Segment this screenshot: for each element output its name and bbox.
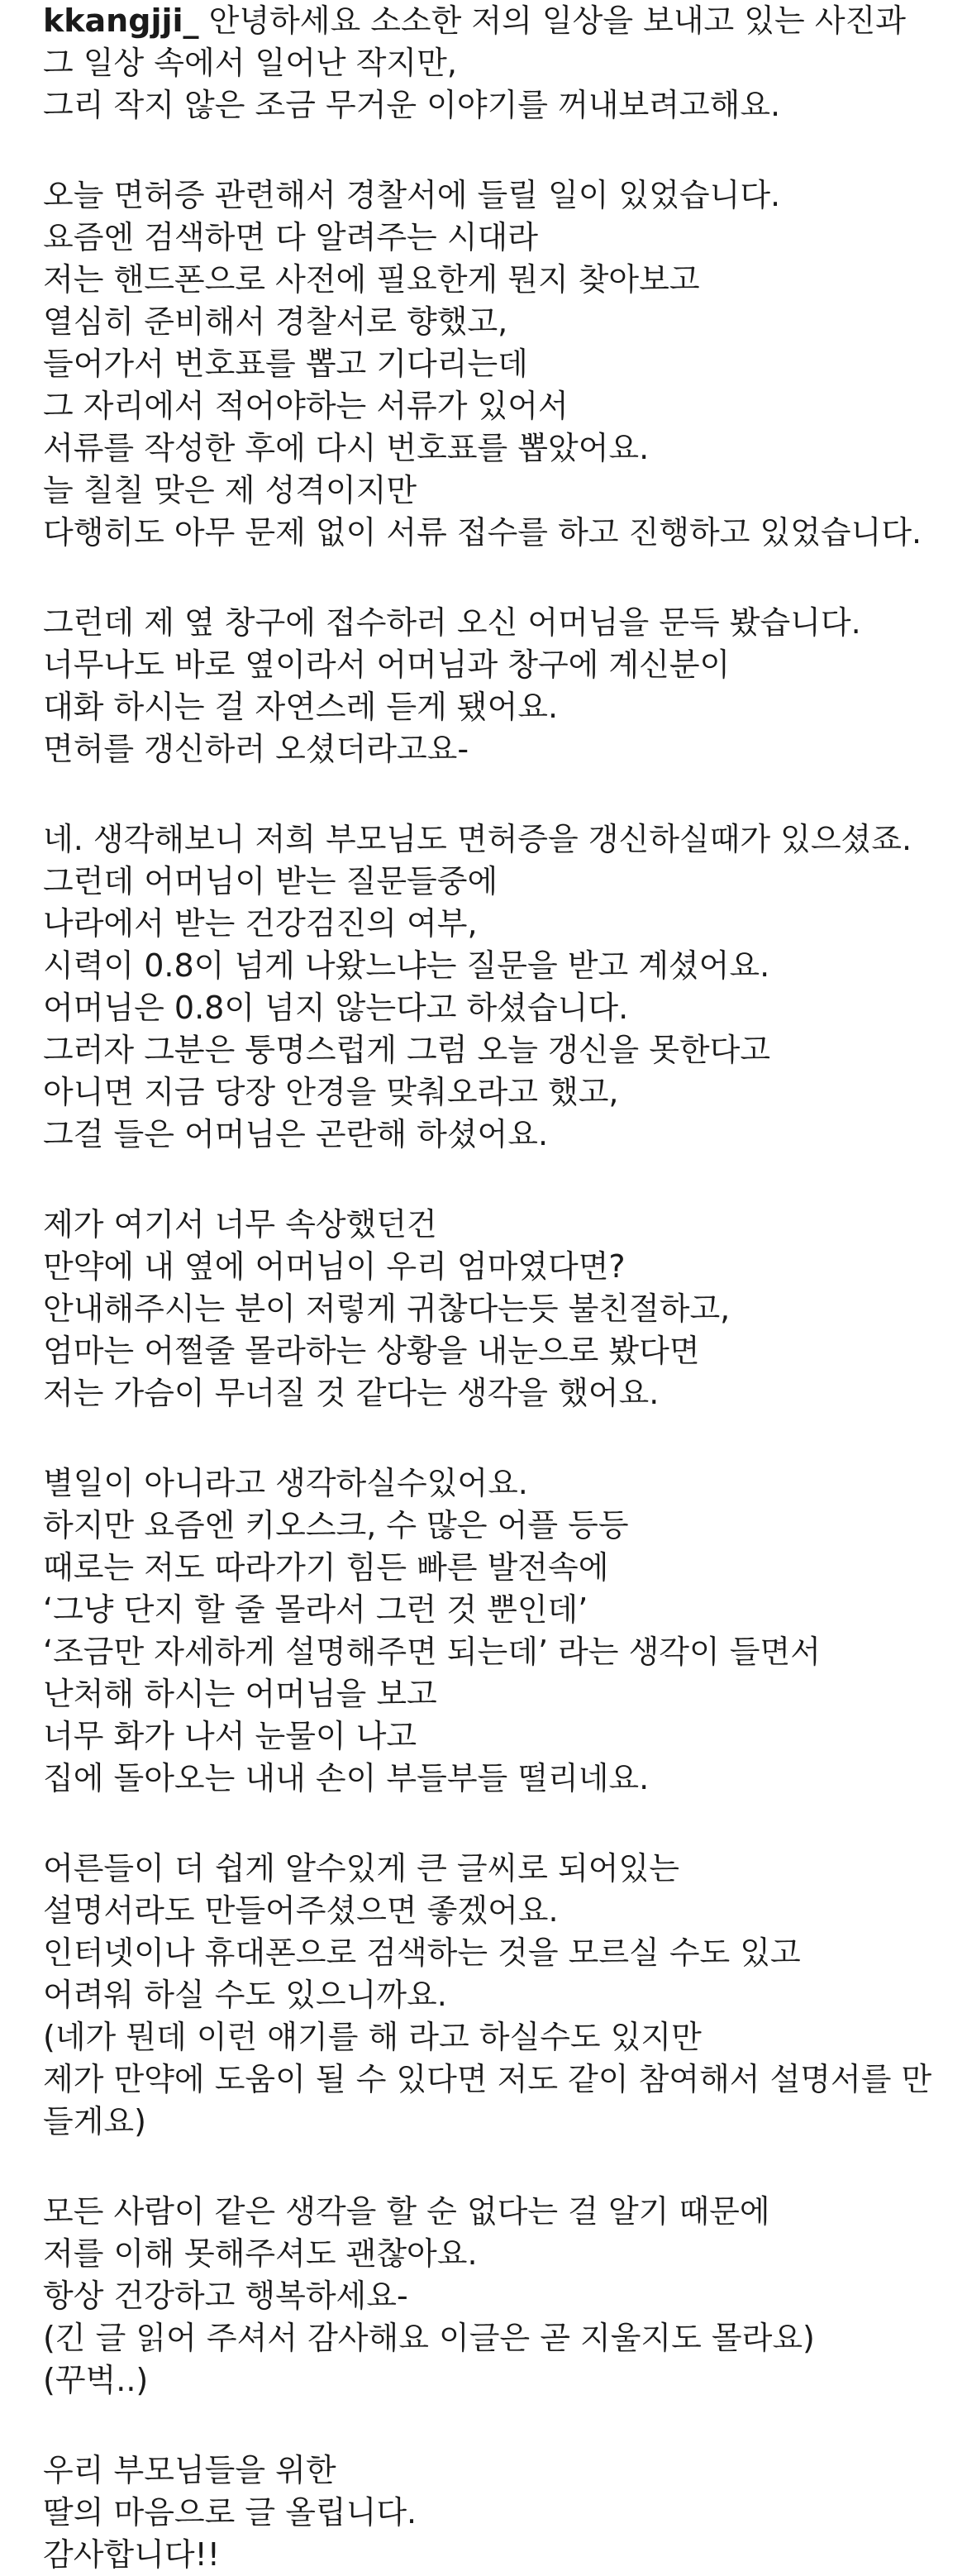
caption-line: 감사합니다!! [43,2536,221,2573]
caption-line: 아니면 지금 당장 안경을 맞춰오라고 했고, [43,1074,619,1110]
caption-line: 오늘 면허증 관련해서 경찰서에 들릴 일이 있었습니다. [43,177,781,213]
caption-line: 들게요) [43,2103,146,2140]
caption-line: 면허를 갱신하러 오셨더라고요- [43,731,469,767]
caption-line: 만약에 내 옆에 어머님이 우리 엄마였다면? [43,1248,626,1285]
caption-line: ‘조금만 자세하게 설명해주면 되는데’ 라는 생각이 들면서 [43,1634,821,1670]
caption-line: 그러자 그분은 퉁명스럽게 그럼 오늘 갱신을 못한다고 [43,1032,771,1068]
caption-paragraph [43,602,967,770]
caption-line: 난처해 하시는 어머님을 보고 [43,1676,437,1712]
caption-line: 딸의 마음으로 글 올립니다. [43,2494,417,2531]
caption-line: 그런데 제 옆 창구에 접수하러 오신 어머님을 문득 봤습니다. [43,604,861,641]
caption-line: 집에 돌아오는 내내 손이 부들부들 떨리네요. [43,1760,650,1796]
caption-line: 저를 이해 못해주셔도 괜찮아요. [43,2235,478,2272]
caption-line: 그 일상 속에서 일어난 작지만, [43,45,457,81]
caption-line: 나라에서 받는 건강검진의 여부, [43,905,478,942]
caption-line: 어려워 하실 수도 있으니까요. [43,1977,447,2013]
caption-line: 네. 생각해보니 저희 부모님도 면허증을 갱신하실때가 있으셨죠. [43,821,912,857]
caption-line: 늘 칠칠 맞은 제 성격이지만 [43,472,417,508]
caption-line: 너무 화가 나서 눈물이 나고 [43,1718,417,1754]
caption-paragraph [43,818,967,1156]
caption-line: (꾸벅..) [43,2362,149,2398]
caption-line: 시력이 0.8이 넘게 나왔느냐는 질문을 받고 계셨어요. [43,947,770,984]
caption-line: 그런데 어머님이 받는 질문들중에 [43,863,498,899]
caption-paragraph [43,1848,967,2143]
caption-line: 저는 가슴이 무너질 것 같다는 생각을 했어요. [43,1375,660,1411]
caption-line: 요즘엔 검색하면 다 알려주는 시대라 [43,219,538,255]
caption-line: 들어가서 번호표를 뽑고 기다리는데 [43,346,528,382]
caption-line: 제가 만약에 도움이 될 수 있다면 저도 같이 참여해서 설명서를 만 [43,2061,932,2097]
caption-paragraph [43,1204,967,1414]
caption-line: 어른들이 더 쉽게 알수있게 큰 글씨로 되어있는 [43,1850,679,1887]
caption-line: 어머님은 0.8이 넘지 않는다고 하셨습니다. [43,990,629,1026]
caption-line: 서류를 작성한 후에 다시 번호표를 뽑았어요. [43,430,650,466]
caption-line: 그리 작지 않은 조금 무거운 이야기를 꺼내보려고해요. [43,87,781,123]
caption-line: 때로는 저도 따라가기 힘든 빠른 발전속에 [43,1549,609,1586]
caption-line: 별일이 아니라고 생각하실수있어요. [43,1465,528,1501]
caption-line: 하지만 요즘엔 키오스크, 수 많은 어플 등등 [43,1507,629,1543]
caption-text: 안녕하세요 소소한 저의 일상을 보내고 있는 사진과 [208,2,906,39]
caption-line [43,0,967,42]
caption-line: 대화 하시는 걸 자연스레 듣게 됐어요. [43,689,559,725]
caption-line: 인터넷이나 휴대폰으로 검색하는 것을 모르실 수도 있고 [43,1934,801,1971]
caption-line: 그 자리에서 적어야하는 서류가 있어서 [43,388,569,424]
caption-line: 엄마는 어쩔줄 몰라하는 상황을 내눈으로 봤다면 [43,1333,700,1369]
caption-line: 설명서라도 만들어주셨으면 좋겠어요. [43,1892,559,1929]
caption-line: 제가 여기서 너무 속상했던건 [43,1206,437,1243]
caption-paragraph-intro [43,0,967,126]
caption-line: 모든 사람이 같은 생각을 할 순 없다는 걸 알기 때문에 [43,2193,770,2230]
caption-line: 저는 핸드폰으로 사전에 필요한게 뭔지 찾아보고 [43,261,700,298]
caption-line: 다행히도 아무 문제 없이 서류 접수를 하고 진행하고 있었습니다. [43,514,922,551]
caption-line: ‘그냥 단지 할 줄 몰라서 그런 것 뿐인데’ [43,1591,588,1628]
caption-paragraph [43,174,967,554]
caption-line: (긴 글 읽어 주셔서 감사해요 이글은 곧 지울지도 몰라요) [43,2320,815,2356]
caption-line: 열심히 준비해서 경찰서로 향했고, [43,303,508,340]
caption-line: 안내해주시는 분이 저렇게 귀찮다는듯 불친절하고, [43,1290,731,1327]
caption-paragraph [43,2191,967,2402]
caption-paragraph [43,1462,967,1800]
caption-paragraph-closing [43,2450,967,2576]
caption-line: 너무나도 바로 옆이라서 어머님과 창구에 계신분이 [43,646,731,683]
caption-line: 항상 건강하고 행복하세요- [43,2278,408,2314]
username-link[interactable]: kkangjji_ [43,2,199,39]
caption-line: 그걸 들은 어머님은 곤란해 하셨어요. [43,1116,549,1152]
caption-line: (네가 뭔데 이런 얘기를 해 라고 하실수도 있지만 [43,2019,702,2055]
caption-line: 우리 부모님들을 위한 [43,2452,336,2488]
